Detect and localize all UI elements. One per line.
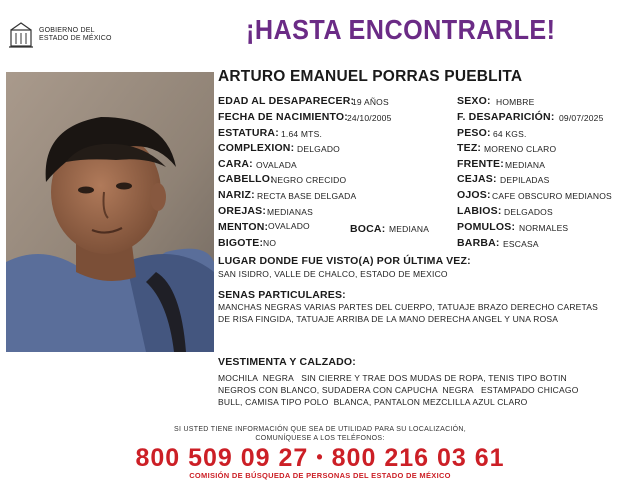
label-senas: SENAS PARTICULARES: — [218, 289, 346, 301]
label-bigote: BIGOTE: — [218, 237, 264, 249]
value-cejas: DEPILADAS — [500, 175, 550, 185]
label-barba: BARBA: — [457, 237, 500, 249]
value-sexo: HOMBRE — [496, 97, 535, 107]
value-nariz: RECTA BASE DELGADA — [257, 191, 357, 201]
phone-separator: • — [316, 447, 324, 467]
value-cara: OVALADA — [256, 160, 297, 170]
value-estatura: 1.64 MTS. — [281, 129, 323, 139]
label-boca: BOCA: — [350, 223, 386, 235]
person-photo-illustration — [6, 72, 214, 352]
label-lugar: LUGAR DONDE FUE VISTO(A) POR ÚLTIMA VEZ: — [218, 255, 471, 267]
label-f-desaparicion: F. DESAPARICIÓN: — [457, 111, 555, 123]
label-tez: TEZ: — [457, 142, 482, 154]
value-tez: MORENO CLARO — [484, 144, 557, 154]
label-edad: EDAD AL DESAPARECER: — [218, 95, 355, 107]
person-name: ARTURO EMANUEL PORRAS PUEBLITA — [218, 68, 523, 85]
value-ojos: CAFE OBSCURO MEDIANOS — [492, 191, 612, 201]
contact-info — [0, 425, 640, 443]
label-cabello: CABELLO: — [218, 173, 274, 185]
label-sexo: SEXO: — [457, 95, 491, 107]
phone-numbers — [0, 444, 640, 473]
value-barba: ESCASA — [503, 239, 539, 249]
value-cabello: NEGRO CRECIDO — [271, 175, 347, 185]
value-complexion: DELGADO — [297, 144, 340, 154]
value-boca: MEDIANA — [389, 224, 430, 234]
label-cara: CARA: — [218, 158, 253, 170]
value-lugar: SAN ISIDRO, VALLE DE CHALCO, ESTADO DE MEXICO — [218, 269, 448, 279]
value-bigote: NO — [263, 238, 277, 248]
info-line-2: COMUNÍQUESE A LOS TELÉFONOS: — [255, 435, 385, 442]
senas-line-2: DE RISA FINGIDA, TATUAJE ARRIBA DE LA MANO DERECHA ANGEL Y UNA ROSA — [218, 314, 559, 324]
value-menton: OVALADO — [268, 221, 310, 231]
missing-person-photo — [6, 72, 214, 352]
label-estatura: ESTATURA: — [218, 127, 279, 139]
label-labios: LABIOS: — [457, 205, 502, 217]
value-senas — [218, 301, 598, 325]
label-cejas: CEJAS: — [457, 173, 497, 185]
phone-2[interactable]: 800 216 03 61 — [331, 444, 505, 472]
state-emblem-icon — [8, 20, 34, 50]
value-orejas: MEDIANAS — [267, 207, 313, 217]
value-fecha-nacimiento: 24/10/2005 — [347, 113, 392, 123]
label-nariz: NARIZ: — [218, 189, 255, 201]
label-pomulos: POMULOS: — [457, 221, 516, 233]
vestimenta-line-1: MOCHILA NEGRA SIN CIERRE Y TRAE DOS MUDAS DE ROPA, TENIS TIPO BOTIN — [218, 373, 567, 383]
label-orejas: OREJAS: — [218, 205, 267, 217]
headline: ¡HASTA ENCONTRARLE! — [246, 14, 556, 45]
value-labios: DELGADOS — [504, 207, 553, 217]
label-vestimenta: VESTIMENTA Y CALZADO: — [218, 356, 356, 368]
value-vestimenta — [218, 372, 579, 408]
label-fecha-nacimiento: FECHA DE NACIMIENTO: — [218, 111, 348, 123]
government-logo — [8, 20, 123, 50]
vestimenta-line-2: NEGROS CON BLANCO, SUDADERA CON CAPUCHA NEGRA ESTAMPADO CHICAGO — [218, 385, 579, 395]
commission-name: COMISIÓN DE BÚSQUEDA DE PERSONAS DEL ESTADO DE MÉXICO — [189, 471, 451, 480]
info-line-1: SI USTED TIENE INFORMACIÓN QUE SEA DE UTILIDAD PARA SU LOCALIZACIÓN, — [173, 426, 467, 433]
label-peso: PESO: — [457, 127, 491, 139]
value-f-desaparicion: 09/07/2025 — [559, 113, 604, 123]
label-ojos: OJOS: — [457, 189, 491, 201]
logo-line-2: ESTADO DE MÉXICO — [39, 35, 112, 42]
logo-line-1: GOBIERNO DEL — [39, 27, 95, 34]
senas-line-1: MANCHAS NEGRAS VARIAS PARTES DEL CUERPO, TATUAJE BRAZO DERECHO CARETAS — [218, 302, 599, 312]
phone-1[interactable]: 800 509 09 27 — [135, 444, 309, 472]
value-pomulos: NORMALES — [519, 223, 569, 233]
value-frente: MEDIANA — [505, 160, 546, 170]
value-edad: 19 AÑOS — [352, 97, 389, 107]
label-menton: MENTON: — [218, 221, 269, 233]
vestimenta-line-3: BULL, CAMISA TIPO POLO BLANCA, PANTALON MEZCLILLA AZUL CLARO — [218, 397, 528, 407]
label-complexion: COMPLEXION: — [218, 142, 295, 154]
value-peso: 64 KGS. — [493, 129, 527, 139]
label-frente: FRENTE: — [457, 158, 504, 170]
